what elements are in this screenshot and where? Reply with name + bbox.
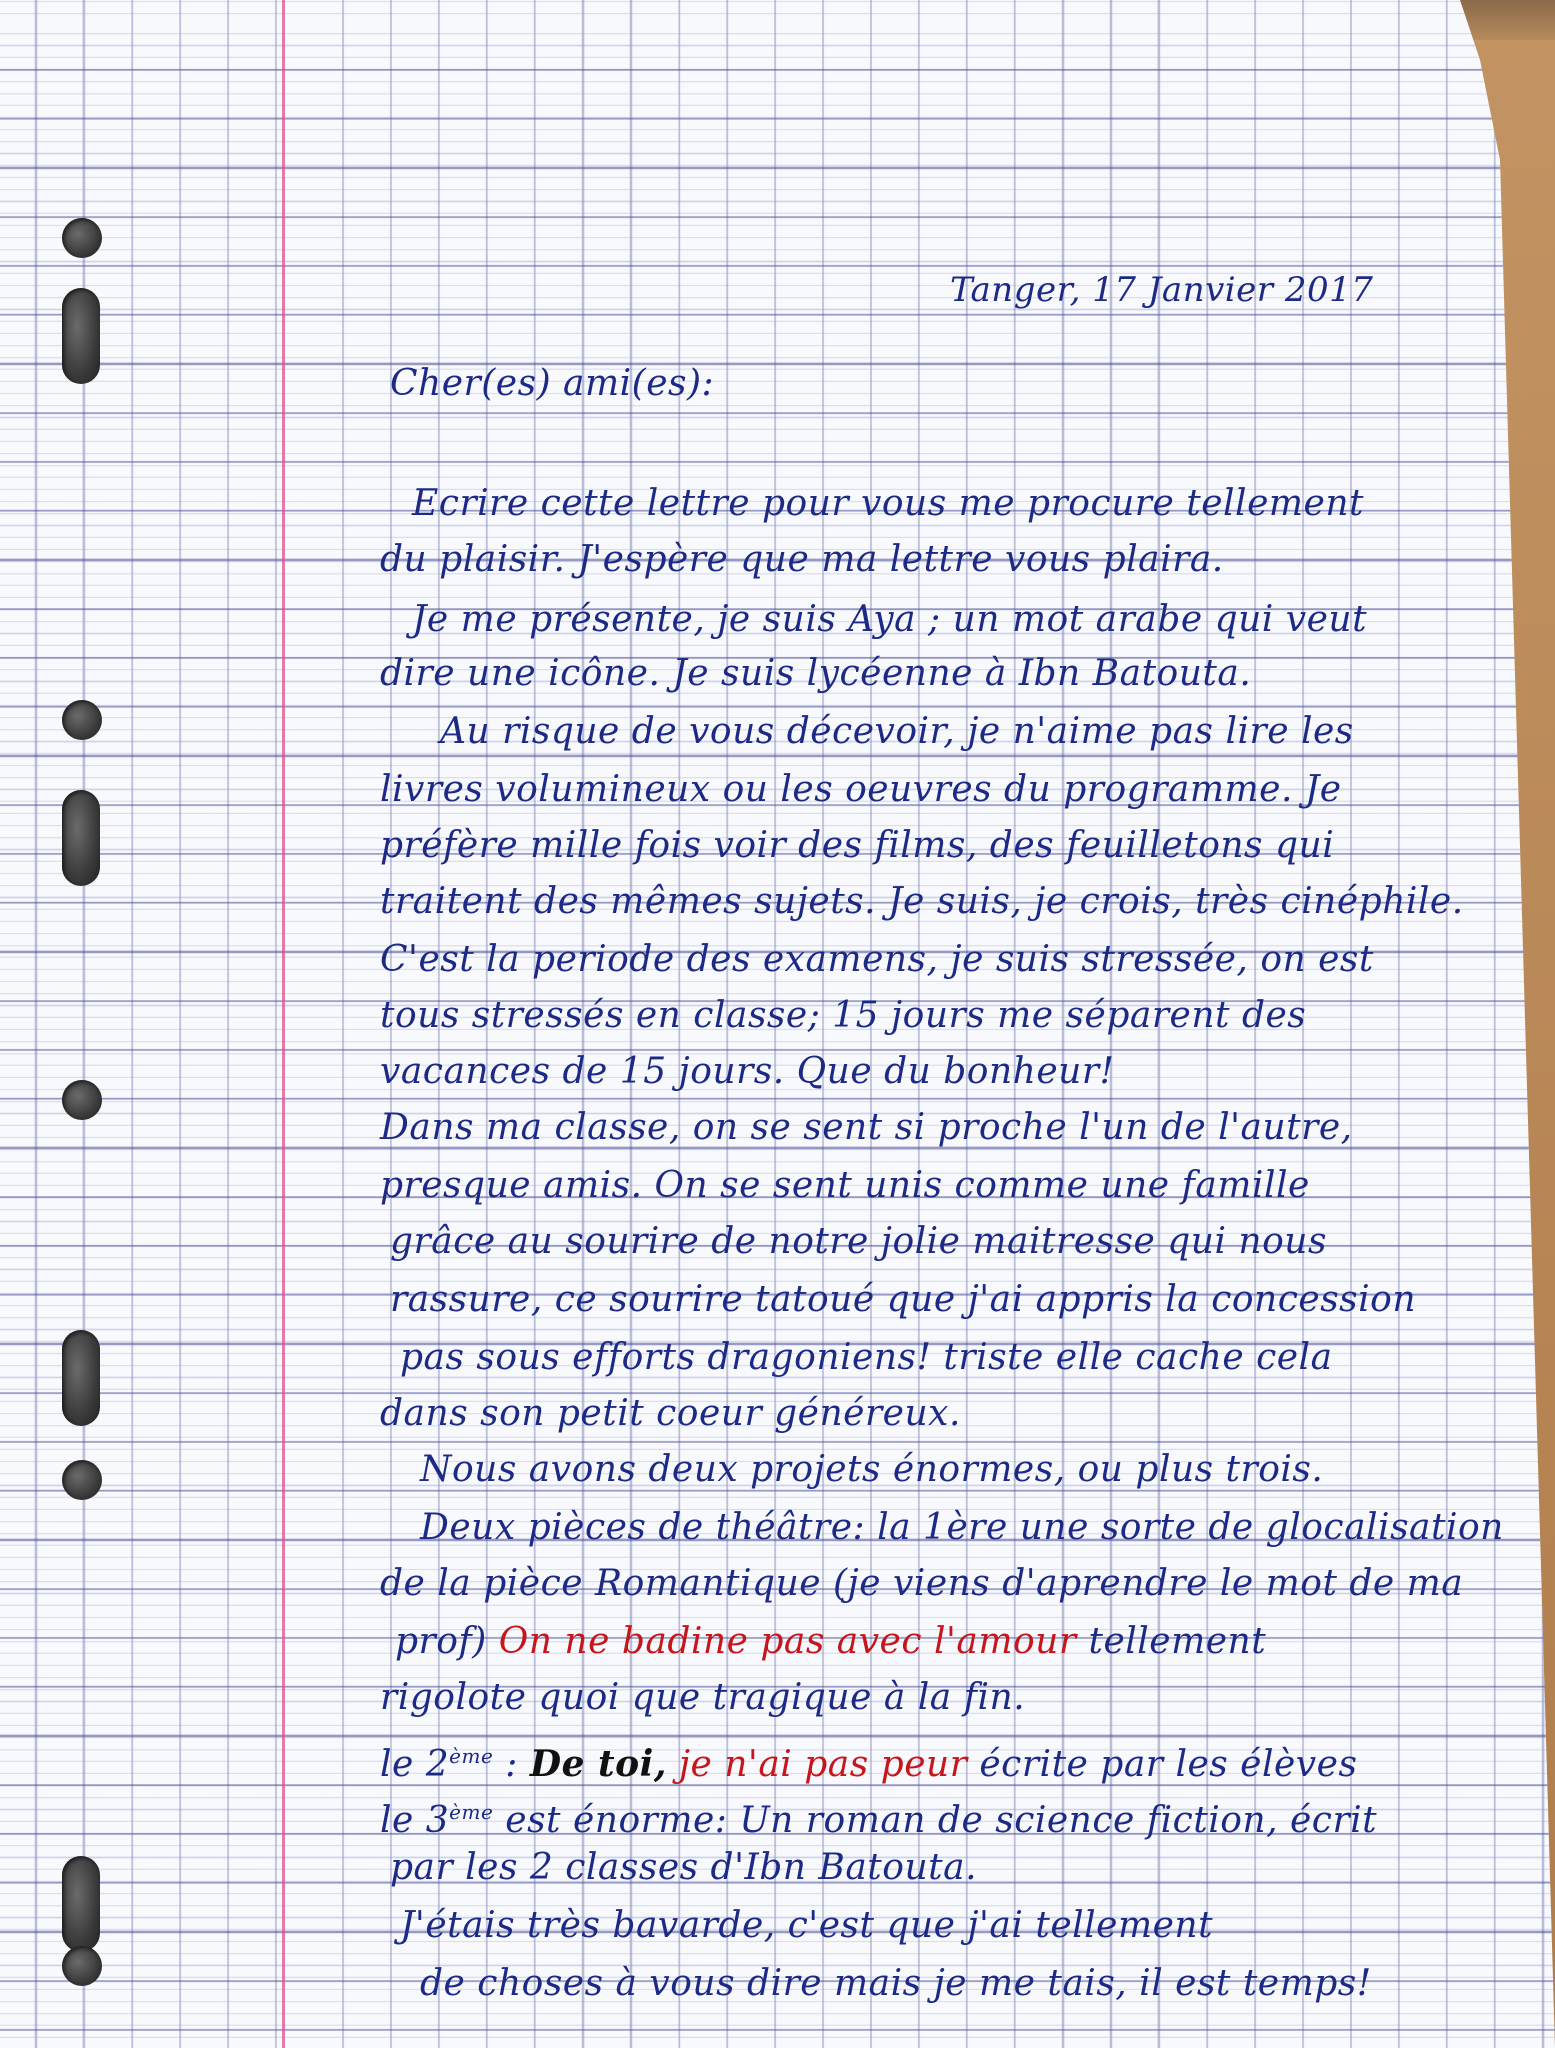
- line-prefix: le 2: [380, 1744, 450, 1785]
- letter-line: de la pièce Romantique (je viens d'aprendre le mot de ma: [380, 1563, 1464, 1604]
- line-colon: :: [505, 1744, 518, 1785]
- letter-line: dans son petit coeur généreux.: [380, 1393, 961, 1434]
- letter-line: livres volumineux ou les oeuvres du programme. Je: [380, 769, 1342, 810]
- letter-line: dire une icône. Je suis lycéenne à Ibn Batouta.: [380, 653, 1252, 694]
- ordinal-sup: ème: [449, 1800, 494, 1824]
- letter-line-second-play: [380, 1734, 1357, 1787]
- letter-line: Dans ma classe, on se sent si proche l'un de l'autre,: [380, 1107, 1353, 1148]
- letter-line: par les 2 classes d'Ibn Batouta.: [390, 1847, 978, 1888]
- letter-line: Je me présente, je suis Aya ; un mot arabe qui veut: [412, 599, 1368, 640]
- letter-line: préfère mille fois voir des films, des feuilletons qui: [380, 825, 1335, 866]
- letter-line: presque amis. On se sent unis comme une famille: [380, 1165, 1310, 1206]
- letter-line: rassure, ce sourire tatoué que j'ai appris la concession: [390, 1279, 1417, 1320]
- letter-line: Au risque de vous décevoir, je n'aime pas lire les: [440, 711, 1354, 752]
- letter-line: du plaisir. J'espère que ma lettre vous plaira.: [380, 539, 1224, 580]
- line-suffix: écrite par les élèves: [979, 1744, 1358, 1785]
- letter-line-third-project: [380, 1790, 1377, 1843]
- letter-line: vacances de 15 jours. Que du bonheur!: [380, 1051, 1115, 1092]
- letter-line: grâce au sourire de notre jolie maitresse qui nous: [390, 1221, 1327, 1262]
- play-title-red: je n'ai pas peur: [678, 1744, 968, 1785]
- line-rest: est énorme: Un roman de science fiction, écrit: [505, 1800, 1378, 1841]
- letter-line: traitent des mêmes sujets. Je suis, je crois, très cinéphile.: [380, 881, 1464, 922]
- letter-line: Nous avons deux projets énormes, ou plus trois.: [420, 1449, 1324, 1490]
- letter-line: C'est la periode des examens, je suis stressée, on est: [380, 939, 1374, 980]
- line-suffix: tellement: [1088, 1621, 1267, 1662]
- line-prefix: prof): [395, 1621, 487, 1662]
- letter-line: rigolote quoi que tragique à la fin.: [380, 1677, 1026, 1718]
- letter-date: Tanger, 17 Janvier 2017: [950, 270, 1374, 310]
- letter-line-play-title: [395, 1620, 1266, 1664]
- ordinal-sup: ème: [449, 1744, 494, 1768]
- letter-line: Deux pièces de théâtre: la 1ère une sorte de glocalisation: [420, 1507, 1504, 1548]
- letter-line: tous stressés en classe; 15 jours me séparent des: [380, 995, 1307, 1036]
- letter-line: pas sous efforts dragoniens! triste elle cache cela: [400, 1337, 1333, 1378]
- letter-line: de choses à vous dire mais je me tais, il est temps!: [420, 1963, 1372, 2004]
- line-prefix: le 3: [380, 1800, 450, 1841]
- play-title-red: On ne badine pas avec l'amour: [498, 1621, 1077, 1662]
- letter-line: Ecrire cette lettre pour vous me procure tellement: [412, 483, 1364, 524]
- letter-line: J'étais très bavarde, c'est que j'ai tellement: [400, 1905, 1214, 1946]
- letter-greeting: Cher(es) ami(es):: [390, 363, 715, 404]
- play-title-black: De toi,: [529, 1743, 667, 1785]
